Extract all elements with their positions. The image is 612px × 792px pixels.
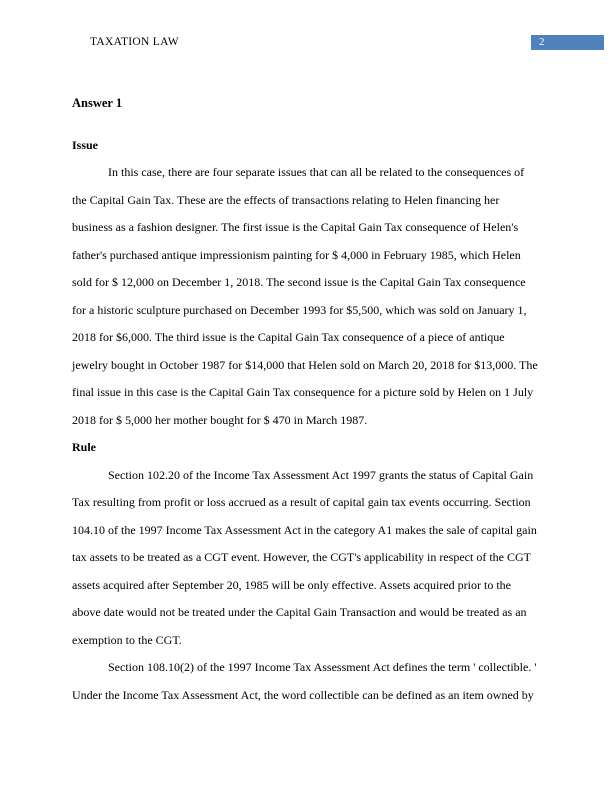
section-issue (72, 132, 540, 435)
running-head: TAXATION LAW (90, 36, 179, 48)
section-title-rule: Rule (72, 440, 96, 454)
section-rule (72, 434, 540, 709)
paragraph: Section 102.20 of the Income Tax Assessment Act 1997 grants the status of Capital Gain Tax resulting from profit or loss accrued as a result of capital gain tax events occurring. Section 104.10 of the 1997 Income Tax Assessment Act in the category A1 makes the sale of capital gain tax assets to be treated as a CGT event. However, the CGT's applicability in respect of the CGT assets acquired after September 20, 1985 will be only effective. Assets acquired prior to the above date would not be treated under the Capital Gain Transaction and would be treated as an exemption to the CGT. (72, 467, 537, 647)
document-body (72, 90, 540, 709)
section-title-issue: Issue (72, 137, 99, 152)
answer-heading: Answer 1 (72, 96, 123, 110)
paragraph: Section 108.10(2) of the 1997 Income Tax Assessment Act defines the term ' collectible. ' Under the Income Tax Assessment Act, the word collectible can be defined as an item owned by (72, 660, 537, 702)
page-number: 2 (539, 36, 545, 48)
page-header (90, 35, 604, 51)
paragraph: In this case, there are four separate issues that can all be related to the consequences of the Capital Gain Tax. These are the effects of transactions relating to Helen financing her business as a fashion designer. The first issue is the Capital Gain Tax consequence of Helen's father's purchased antique impressionism painting for $ 4,000 in February 1985, which Helen sold for $ 12,000 on December 1, 2018. The second issue is the Capital Gain Tax consequence for a historic sculpture purchased on December 1993 for $5,500, which was sold on January 1, 2018 for $6,000. The third issue is the Capital Gain Tax consequence of a piece of antique jewelry bought in October 1987 for $14,000 that Helen sold on March 20, 2018 for $13,000. The final issue in this case is the Capital Gain Tax consequence for a picture sold by Helen on 1 July 2018 for $ 5,000 her mother bought for $ 470 in March 1987. (72, 165, 538, 427)
page-number-badge (531, 35, 604, 50)
